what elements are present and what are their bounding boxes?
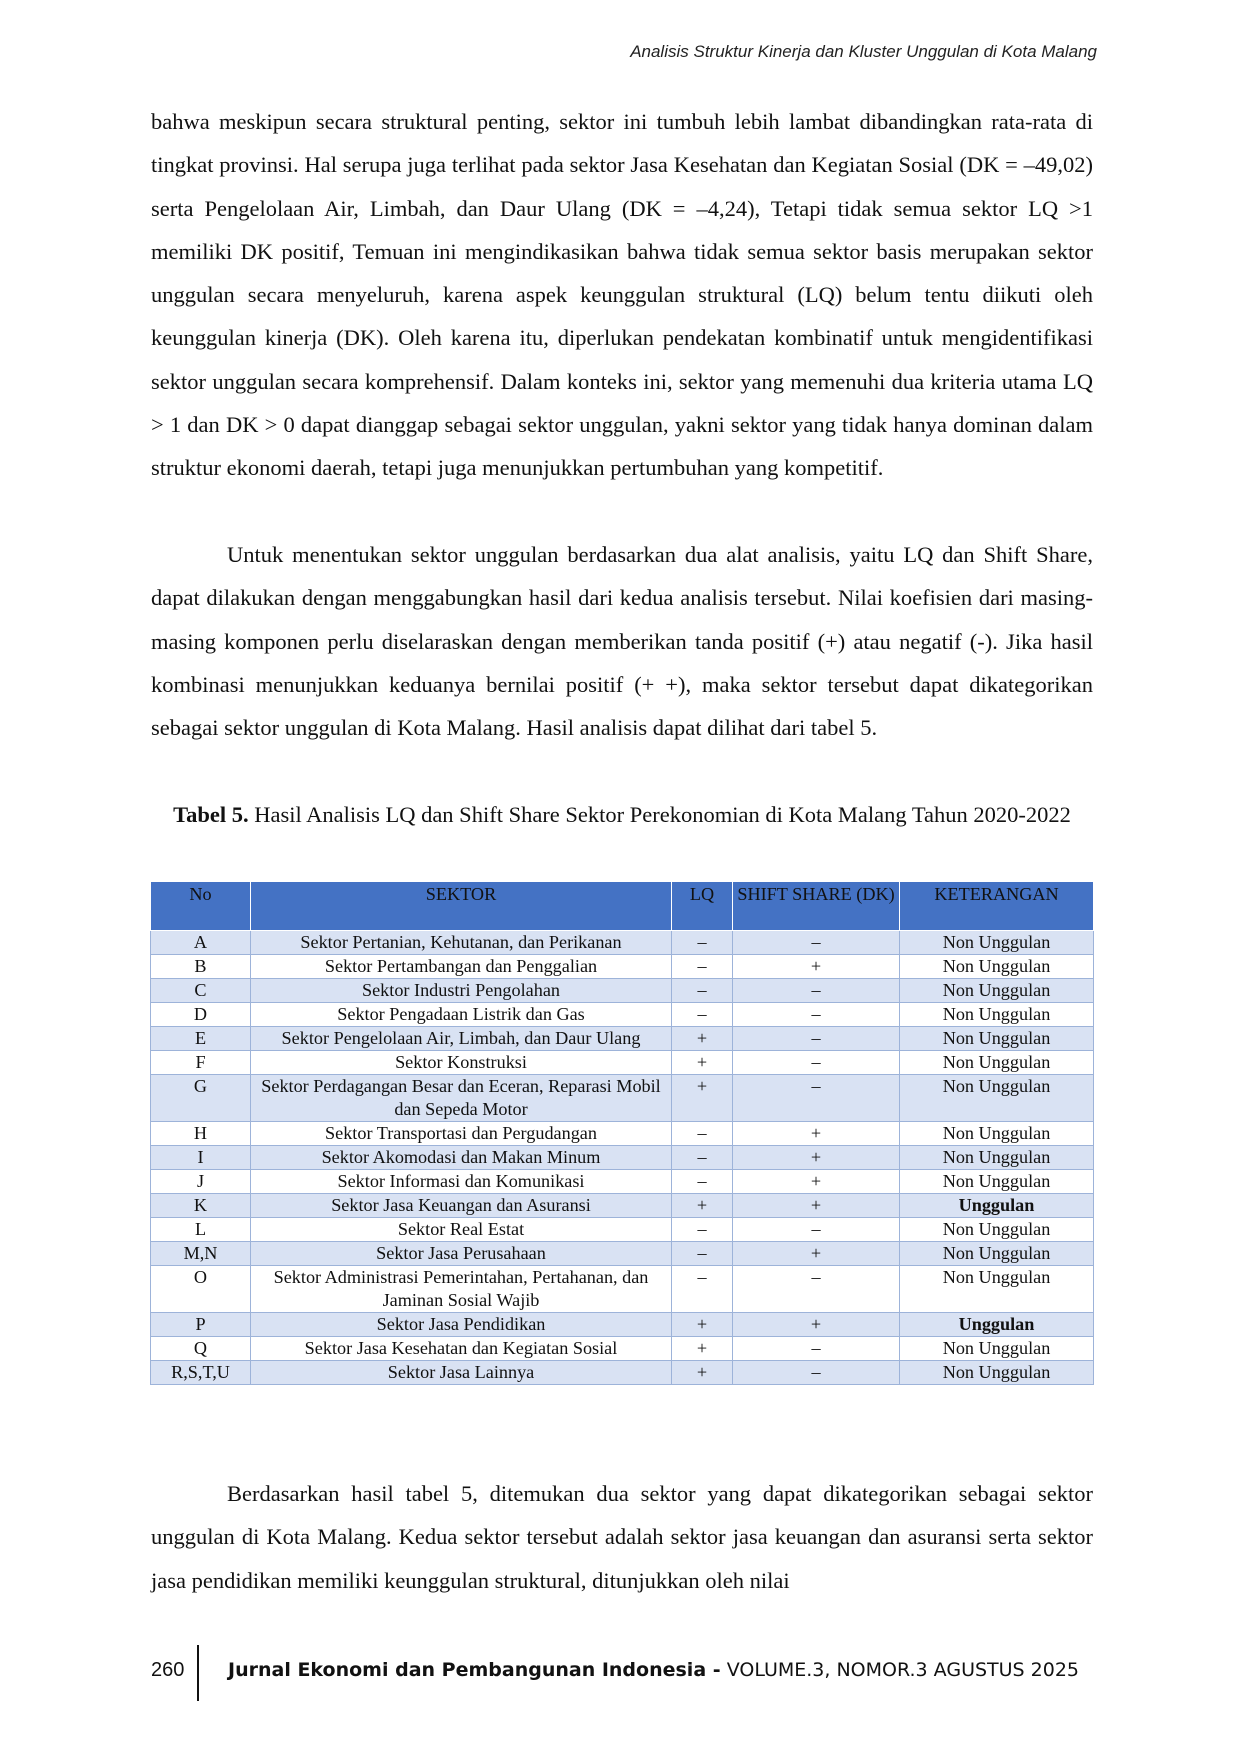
cell-dk: –: [733, 979, 900, 1003]
cell-no: B: [151, 955, 251, 979]
cell-sektor: Sektor Perdagangan Besar dan Eceran, Reparasi Mobil dan Sepeda Motor: [251, 1075, 672, 1122]
cell-keterangan: Unggulan: [900, 1313, 1094, 1337]
cell-no: H: [151, 1122, 251, 1146]
cell-no: E: [151, 1027, 251, 1051]
cell-no: A: [151, 931, 251, 955]
cell-no: G: [151, 1075, 251, 1122]
cell-keterangan: Non Unggulan: [900, 1170, 1094, 1194]
header-no: No: [151, 882, 251, 931]
journal-volume: VOLUME.3, NOMOR.3 AGUSTUS 2025: [726, 1659, 1080, 1681]
caption-text: Hasil Analisis LQ dan Shift Share Sektor Perekonomian di Kota Malang Tahun 2020-2022: [254, 802, 1071, 827]
table-row: [151, 1313, 1094, 1337]
cell-no: J: [151, 1170, 251, 1194]
cell-no: D: [151, 1003, 251, 1027]
table-row: [151, 979, 1094, 1003]
cell-no: K: [151, 1194, 251, 1218]
cell-keterangan: Unggulan: [900, 1194, 1094, 1218]
cell-sektor: Sektor Industri Pengolahan: [251, 979, 672, 1003]
table-row: [151, 1170, 1094, 1194]
cell-dk: +: [733, 1194, 900, 1218]
cell-no: P: [151, 1313, 251, 1337]
table-row: [151, 1027, 1094, 1051]
cell-lq: –: [672, 1122, 733, 1146]
journal-name: Jurnal Ekonomi dan Pembangunan Indonesia -: [228, 1659, 721, 1681]
cell-sektor: Sektor Real Estat: [251, 1218, 672, 1242]
cell-sektor: Sektor Pengadaan Listrik dan Gas: [251, 1003, 672, 1027]
table-5: [150, 881, 1094, 1385]
cell-dk: +: [733, 1170, 900, 1194]
table-body: [151, 931, 1094, 1385]
cell-lq: –: [672, 1218, 733, 1242]
table-row: [151, 1266, 1094, 1313]
cell-sektor: Sektor Akomodasi dan Makan Minum: [251, 1146, 672, 1170]
cell-no: C: [151, 979, 251, 1003]
cell-lq: +: [672, 1313, 733, 1337]
cell-sektor: Sektor Jasa Keuangan dan Asuransi: [251, 1194, 672, 1218]
cell-dk: –: [733, 1337, 900, 1361]
cell-sektor: Sektor Pertambangan dan Penggalian: [251, 955, 672, 979]
caption-label: Tabel 5.: [173, 802, 249, 827]
cell-dk: –: [733, 1218, 900, 1242]
cell-sektor: Sektor Transportasi dan Pergudangan: [251, 1122, 672, 1146]
cell-dk: +: [733, 955, 900, 979]
cell-dk: –: [733, 931, 900, 955]
cell-keterangan: Non Unggulan: [900, 1051, 1094, 1075]
cell-no: R,S,T,U: [151, 1361, 251, 1385]
cell-keterangan: Non Unggulan: [900, 1075, 1094, 1122]
cell-keterangan: Non Unggulan: [900, 1337, 1094, 1361]
cell-lq: –: [672, 1242, 733, 1266]
table-row: [151, 1218, 1094, 1242]
cell-no: M,N: [151, 1242, 251, 1266]
cell-sektor: Sektor Pertanian, Kehutanan, dan Perikanan: [251, 931, 672, 955]
header-shift-share: SHIFT SHARE (DK): [733, 882, 900, 931]
cell-dk: –: [733, 1027, 900, 1051]
footer-divider: [197, 1645, 199, 1701]
header-keterangan: KETERANGAN: [900, 882, 1094, 931]
table-row: [151, 1361, 1094, 1385]
cell-lq: +: [672, 1337, 733, 1361]
cell-lq: +: [672, 1361, 733, 1385]
cell-sektor: Sektor Informasi dan Komunikasi: [251, 1170, 672, 1194]
table-row: [151, 1337, 1094, 1361]
cell-lq: –: [672, 955, 733, 979]
cell-dk: –: [733, 1051, 900, 1075]
cell-lq: –: [672, 1146, 733, 1170]
table-row: [151, 1146, 1094, 1170]
cell-no: F: [151, 1051, 251, 1075]
cell-lq: –: [672, 931, 733, 955]
table-row: [151, 955, 1094, 979]
cell-lq: –: [672, 1170, 733, 1194]
header-lq: LQ: [672, 882, 733, 931]
header-sektor: SEKTOR: [251, 882, 672, 931]
cell-keterangan: Non Unggulan: [900, 1218, 1094, 1242]
cell-sektor: Sektor Konstruksi: [251, 1051, 672, 1075]
cell-sektor: Sektor Jasa Kesehatan dan Kegiatan Sosial: [251, 1337, 672, 1361]
cell-no: L: [151, 1218, 251, 1242]
cell-no: I: [151, 1146, 251, 1170]
table-row: [151, 1003, 1094, 1027]
cell-keterangan: Non Unggulan: [900, 931, 1094, 955]
cell-keterangan: Non Unggulan: [900, 1242, 1094, 1266]
cell-keterangan: Non Unggulan: [900, 955, 1094, 979]
cell-keterangan: Non Unggulan: [900, 1122, 1094, 1146]
cell-no: O: [151, 1266, 251, 1313]
cell-keterangan: Non Unggulan: [900, 1361, 1094, 1385]
table-header-row: [151, 882, 1094, 931]
table-row: [151, 931, 1094, 955]
cell-lq: +: [672, 1075, 733, 1122]
paragraph-1: bahwa meskipun secara struktural penting, sektor ini tumbuh lebih lambat dibandingkan rata-rata di tingkat provinsi. Hal serupa juga terlihat pada sektor Jasa Kesehatan dan Kegiatan Sosial (DK = –49,02) serta Pengelolaan Air, Limbah, dan Daur Ulang (DK = –4,24), Tetapi tidak semua sektor LQ >1 memiliki DK positif, Temuan ini mengindikasikan bahwa tidak semua sektor basis merupakan sektor unggulan secara menyeluruh, karena aspek keunggulan struktural (LQ) belum tentu diikuti oleh keunggulan kinerja (DK). Oleh karena itu, diperlukan pendekatan kombinatif untuk mengidentifikasi sektor unggulan secara komprehensif. Dalam konteks ini, sektor yang memenuhi dua kriteria utama LQ > 1 dan DK > 0 dapat dianggap sebagai sektor unggulan, yakni sektor yang tidak hanya dominan dalam struktur ekonomi daerah, tetapi juga menunjukkan pertumbuhan yang kompetitif.: [151, 109, 1093, 481]
cell-dk: +: [733, 1122, 900, 1146]
cell-sektor: Sektor Administrasi Pemerintahan, Pertahanan, dan Jaminan Sosial Wajib: [251, 1266, 672, 1313]
cell-sektor: Sektor Jasa Lainnya: [251, 1361, 672, 1385]
table-caption: [151, 793, 1093, 836]
cell-sektor: Sektor Pengelolaan Air, Limbah, dan Daur Ulang: [251, 1027, 672, 1051]
table-row: [151, 1242, 1094, 1266]
cell-dk: +: [733, 1242, 900, 1266]
cell-keterangan: Non Unggulan: [900, 1027, 1094, 1051]
table-row: [151, 1075, 1094, 1122]
paragraph-3: Berdasarkan hasil tabel 5, ditemukan dua sektor yang dapat dikategorikan sebagai sektor unggulan di Kota Malang. Kedua sektor tersebut adalah sektor jasa keuangan dan asuransi serta sektor jasa pendidikan memiliki keunggulan struktural, ditunjukkan oleh nilai: [151, 1481, 1093, 1593]
cell-sektor: Sektor Jasa Perusahaan: [251, 1242, 672, 1266]
page-number: 260: [151, 1659, 185, 1681]
table-row: [151, 1194, 1094, 1218]
cell-sektor: Sektor Jasa Pendidikan: [251, 1313, 672, 1337]
cell-dk: –: [733, 1075, 900, 1122]
footer-journal: [228, 1659, 1079, 1681]
cell-dk: –: [733, 1361, 900, 1385]
cell-lq: –: [672, 979, 733, 1003]
table-row: [151, 1122, 1094, 1146]
cell-keterangan: Non Unggulan: [900, 1266, 1094, 1313]
cell-dk: +: [733, 1313, 900, 1337]
cell-dk: –: [733, 1003, 900, 1027]
cell-lq: –: [672, 1266, 733, 1313]
cell-lq: –: [672, 1003, 733, 1027]
cell-no: Q: [151, 1337, 251, 1361]
cell-lq: +: [672, 1027, 733, 1051]
paragraph-2: Untuk menentukan sektor unggulan berdasarkan dua alat analisis, yaitu LQ dan Shift Share, dapat dilakukan dengan menggabungkan hasil dari kedua analisis tersebut. Nilai koefisien dari masing-masing komponen perlu diselaraskan dengan memberikan tanda positif (+) atau negatif (-). Jika hasil kombinasi menunjukkan keduanya bernilai positif (+ +), maka sektor tersebut dapat dikategorikan sebagai sektor unggulan di Kota Malang. Hasil analisis dapat dilihat dari tabel 5.: [151, 542, 1093, 741]
running-head: Analisis Struktur Kinerja dan Kluster Unggulan di Kota Malang: [630, 42, 1097, 61]
cell-keterangan: Non Unggulan: [900, 1003, 1094, 1027]
table-row: [151, 1051, 1094, 1075]
cell-keterangan: Non Unggulan: [900, 979, 1094, 1003]
cell-lq: +: [672, 1194, 733, 1218]
cell-lq: +: [672, 1051, 733, 1075]
cell-dk: –: [733, 1266, 900, 1313]
cell-dk: +: [733, 1146, 900, 1170]
cell-keterangan: Non Unggulan: [900, 1146, 1094, 1170]
